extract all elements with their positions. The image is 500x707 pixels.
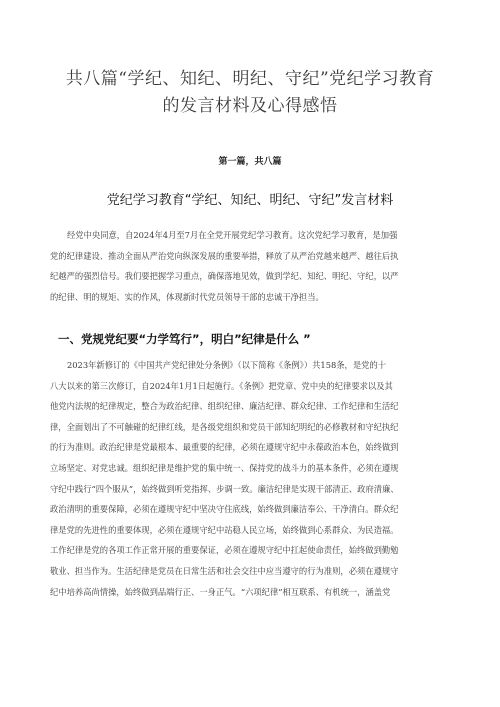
text-line: 纪越严的强烈信号。我们要把握学习重点，确保落地见效，做到学纪、知纪、明纪、守纪，以严 bbox=[50, 271, 399, 282]
text-line: 八大以来的第三次修订，自2024年1月1日起施行。《条例》把党章、党中央的纪律要求以及其 bbox=[50, 380, 393, 391]
section-title: 党纪学习教育“学纪、知纪、明纪、守纪”发言材料 bbox=[106, 193, 394, 208]
text-line: 工作纪律是党的各项工作正常开展的重要保证，必须在遵规守纪中扛起使命责任，始终做到勤勉 bbox=[50, 545, 399, 556]
text-line: 的行为准则。政治纪律是党最根本、最重要的纪律，必须在遵规守纪中永葆政治本色，始终做到 bbox=[50, 442, 399, 453]
heading-1: 一、党规党纪要“力学笃行”，明白”纪律是什么 ” bbox=[58, 332, 311, 346]
text-line: 的纪律、明的规矩、实的作风，体现新时代党员领导干部的忠诚干净担当。 bbox=[50, 291, 324, 302]
text-line: 敬业、担当作为。生活纪律是党员在日常生活和社会交往中应当遵守的行为准则，必须在遵规守 bbox=[50, 565, 399, 576]
text-line: 他党内法规的纪律规定，整合为政治纪律、组织纪律、廉洁纪律、群众纪律、工作纪律和生活纪 bbox=[50, 401, 399, 412]
text-line: 党的纪律建设、推动全面从严治党向纵深发展的重要举措，释放了从严治党越来越严、越往后执 bbox=[50, 250, 399, 261]
text-line: 2023年新修订的《中国共产党纪律处分条例》（以下简称《条例》）共158条，是党的十 bbox=[67, 360, 387, 370]
text-line: 律是党的先进性的重要体现，必须在遵规守纪中站稳人民立场，始终做到心系群众、为民造福。 bbox=[50, 524, 399, 535]
text-line: 律，全面划出了不可触碰的纪律红线，是各级党组织和党员干部知纪明纪的必修教材和守纪执纪 bbox=[50, 421, 399, 432]
intro-paragraph bbox=[50, 225, 448, 307]
text-line: 经党中央同意，自2024年4月至7月在全党开展党纪学习教育。这次党纪学习教育，是加强 bbox=[67, 230, 398, 240]
document-title bbox=[40, 66, 460, 120]
text-line: 守纪中践行“四个服从”，始终做到听党指挥、步调一致。廉洁纪律是实现干部清正、政府清廉、 bbox=[50, 483, 399, 494]
text-line: 纪中培养高尚情操，始终做到品端行正、一身正气。“六项纪律”相互联系、有机统一，涵盖党 bbox=[50, 586, 391, 597]
title-line: 共八篇“学纪、知纪、明纪、守纪”党纪学习教育 bbox=[65, 69, 435, 89]
title-line: 的发言材料及心得感悟 bbox=[162, 96, 338, 116]
body-paragraph bbox=[50, 355, 448, 602]
part-label: 第一篇，共八篇 bbox=[218, 157, 282, 167]
text-line: 立场坚定、对党忠诚。组织纪律是维护党的集中统一、保持党的战斗力的基本条件，必须在遵规 bbox=[50, 462, 399, 473]
text-line: 政治清明的重要保障，必须在遵规守纪中坚决守住底线，始终做到廉洁奉公、干净清白。群众纪 bbox=[50, 504, 399, 515]
